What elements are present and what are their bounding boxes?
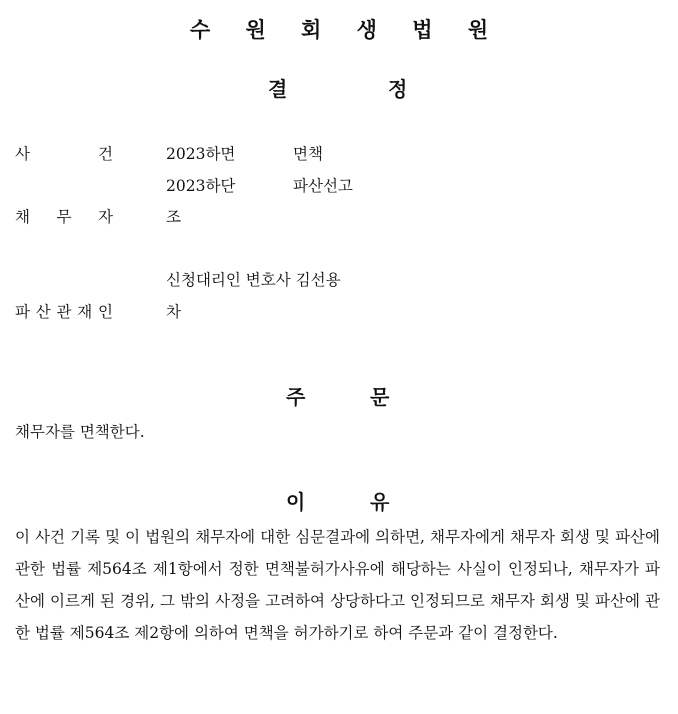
trustee-name: 차 <box>166 303 181 321</box>
decision-heading-left: 결 <box>268 77 288 101</box>
trustee-label-char-2: 산 <box>35 303 51 321</box>
case-number-2: 2023하단 <box>166 177 236 195</box>
case-number-1: 2023하면 <box>166 145 236 163</box>
order-text: 채무자를 면책한다. <box>15 423 145 441</box>
debtor-label <box>15 205 113 227</box>
trustee-label-char-5: 인 <box>98 303 113 321</box>
decision-heading-right: 정 <box>388 77 408 101</box>
case-label <box>15 142 113 164</box>
trustee-label-char-1: 파 <box>15 303 30 321</box>
trustee-label-char-3: 관 <box>56 303 72 321</box>
reasons-text: 이 사건 기록 및 이 법원의 채무자에 대한 심문결과에 의하면, 채무자에게 채무자 회생 및 파산에 관한 법률 제564조 제1항에서 정한 면책불허가사유에 해당하는 사실이 인정되나, 채무자가 파산에 이르게 된 경위, 그 밖의 사정을 고려하여 상당하다고 인정되므로 채무자 회생 및 파산에 관한 법률 제564조 제2항에 의하여 면책을 허가하기로 하여 주문과 같이 결정한다. <box>15 528 660 642</box>
reasons-heading-right: 유 <box>370 490 390 514</box>
debtor-label-char-2: 무 <box>56 208 72 226</box>
debtor-label-char-1: 채 <box>15 208 30 226</box>
court-name: 수 원 회 생 법 원 <box>189 18 503 42</box>
case-type-2: 파산선고 <box>293 177 353 195</box>
case-label-char-2: 건 <box>98 145 113 163</box>
applicant-agent: 신청대리인 변호사 김선용 <box>166 271 341 289</box>
debtor-name: 조 <box>166 208 181 226</box>
debtor-label-char-3: 자 <box>98 208 113 226</box>
reasons-heading-left: 이 <box>286 490 306 514</box>
trustee-label-char-4: 재 <box>77 303 93 321</box>
case-label-char-1: 사 <box>15 145 30 163</box>
order-heading-right: 문 <box>370 385 390 409</box>
trustee-label <box>15 300 113 322</box>
case-type-1: 면책 <box>293 145 323 163</box>
order-heading-left: 주 <box>286 385 306 409</box>
